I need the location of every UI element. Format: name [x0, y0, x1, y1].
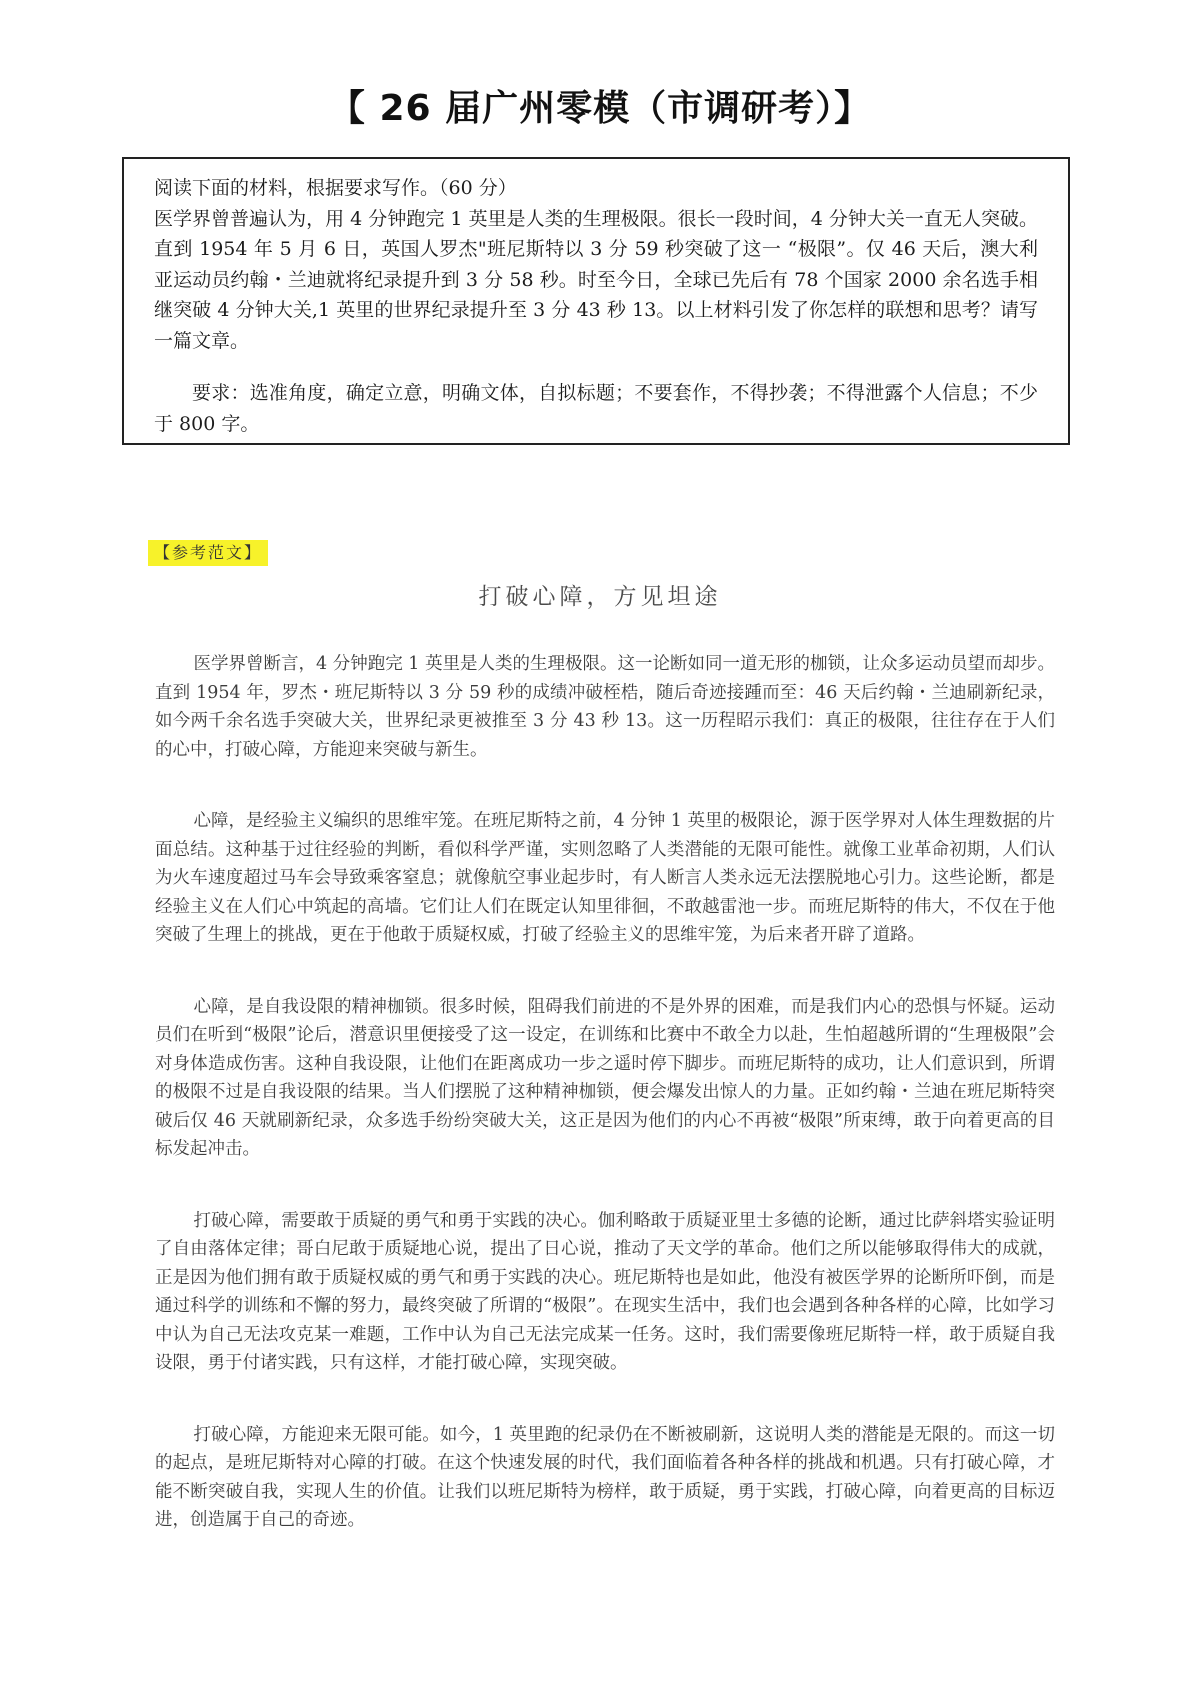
essay-paragraph: 打破心障，需要敢于质疑的勇气和勇于实践的决心。伽利略敢于质疑亚里士多德的论断，通过比萨斜塔实验证明了自由落体定律；哥白尼敢于质疑地心说，提出了日心说，推动了天文学的革命。他们之所以能够取得伟大的成就，正是因为他们拥有敢于质疑权威的勇气和勇于实践的决心。班尼斯特也是如此，他没有被医学界的论断所吓倒，而是通过科学的训练和不懈的努力，最终突破了所谓的“极限”。在现实生活中，我们也会遇到各种各样的心障，比如学习中认为自己无法攻克某一难题，工作中认为自己无法完成某一任务。这时，我们需要像班尼斯特一样，敢于质疑自我设限，勇于付诸实践，只有这样，才能打破心障，实现突破。 [155, 1210, 1055, 1373]
reference-essay-tag: 【参考范文】 [148, 540, 268, 566]
essay-paragraph: 打破心障，方能迎来无限可能。如今，1 英里跑的纪录仍在不断被刷新，这说明人类的潜能是无限的。而这一切的起点，是班尼斯特对心障的打破。在这个快速发展的时代，我们面临着各种各样的挑战和机遇。只有打破心障，才能不断突破自我，实现人生的价值。让我们以班尼斯特为榜样，敢于质疑，勇于实践，打破心障，向着更高的目标迈进，创造属于自己的奇迹。 [155, 1424, 1055, 1530]
prompt-instruction: 阅读下面的材料，根据要求写作。（60 分） [154, 177, 517, 199]
writing-prompt-box [122, 157, 1070, 445]
page-title: 【 26 届广州零模（市调研考）】 [328, 88, 872, 129]
essay-paragraph: 医学界曾断言，4 分钟跑完 1 英里是人类的生理极限。这一论断如同一道无形的枷锁，让众多运动员望而却步。直到 1954 年，罗杰・班尼斯特以 3 分 59 秒的成绩冲破桎梏，随后奇迹接踵而至：46 天后约翰・兰迪刷新纪录，如今两千余名选手突破大关，世界纪录更被推至 3 分 43 秒 13。这一历程昭示我们：真正的极限，往往存在于人们的心中，打破心障，方能迎来突破与新生。 [155, 654, 1055, 760]
essay-paragraph: 心障，是经验主义编织的思维牢笼。在班尼斯特之前，4 分钟 1 英里的极限论，源于医学界对人体生理数据的片面总结。这种基于过往经验的判断，看似科学严谨，实则忽略了人类潜能的无限可能性。就像工业革命初期，人们认为火车速度超过马车会导致乘客窒息；就像航空事业起步时，有人断言人类永远无法摆脱地心引力。这些论断，都是经验主义在人们心中筑起的高墙。它们让人们在既定认知里徘徊，不敢越雷池一步。而班尼斯特的伟大，不仅在于他突破了生理上的挑战，更在于他敢于质疑权威，打破了经验主义的思维牢笼，为后来者开辟了道路。 [155, 811, 1055, 945]
essay-paragraph: 心障，是自我设限的精神枷锁。很多时候，阻碍我们前进的不是外界的困难，而是我们内心的恐惧与怀疑。运动员们在听到“极限”论后，潜意识里便接受了这一设定，在训练和比赛中不敢全力以赴，生怕超越所谓的“生理极限”会对身体造成伤害。这种自我设限，让他们在距离成功一步之遥时停下脚步。而班尼斯特的成功，让人们意识到，所谓的极限不过是自我设限的结果。当人们摆脱了这种精神枷锁，便会爆发出惊人的力量。正如约翰・兰迪在班尼斯特突破后仅 46 天就刷新纪录，众多选手纷纷突破大关，这正是因为他们的内心不再被“极限”所束缚，敢于向着更高的目标发起冲击。 [155, 996, 1055, 1159]
prompt-material: 医学界曾普遍认为，用 4 分钟跑完 1 英里是人类的生理极限。很长一段时间，4 分钟大关一直无人突破。直到 1954 年 5 月 6 日，英国人罗杰"班尼斯特以 3 分 59 秒突破了这一 “极限”。仅 46 天后，澳大利亚运动员约翰・兰迪就将纪录提升到 3 分 58 秒。时至今日，全球已先后有 78 个国家 2000 余名选手相继突破 4 分钟大关,1 英里的世界纪录提升至 3 分 43 秒 13。以上材料引发了你怎样的联想和思考？请写一篇文章。 [154, 207, 1038, 352]
essay-body [155, 650, 1055, 1578]
essay-title: 打破心障，方见坦途 [478, 584, 722, 610]
prompt-requirement: 要求：选准角度，确定立意，明确文体，自拟标题；不要套作，不得抄袭；不得泄露个人信息；不少于 800 字。 [154, 382, 1038, 435]
